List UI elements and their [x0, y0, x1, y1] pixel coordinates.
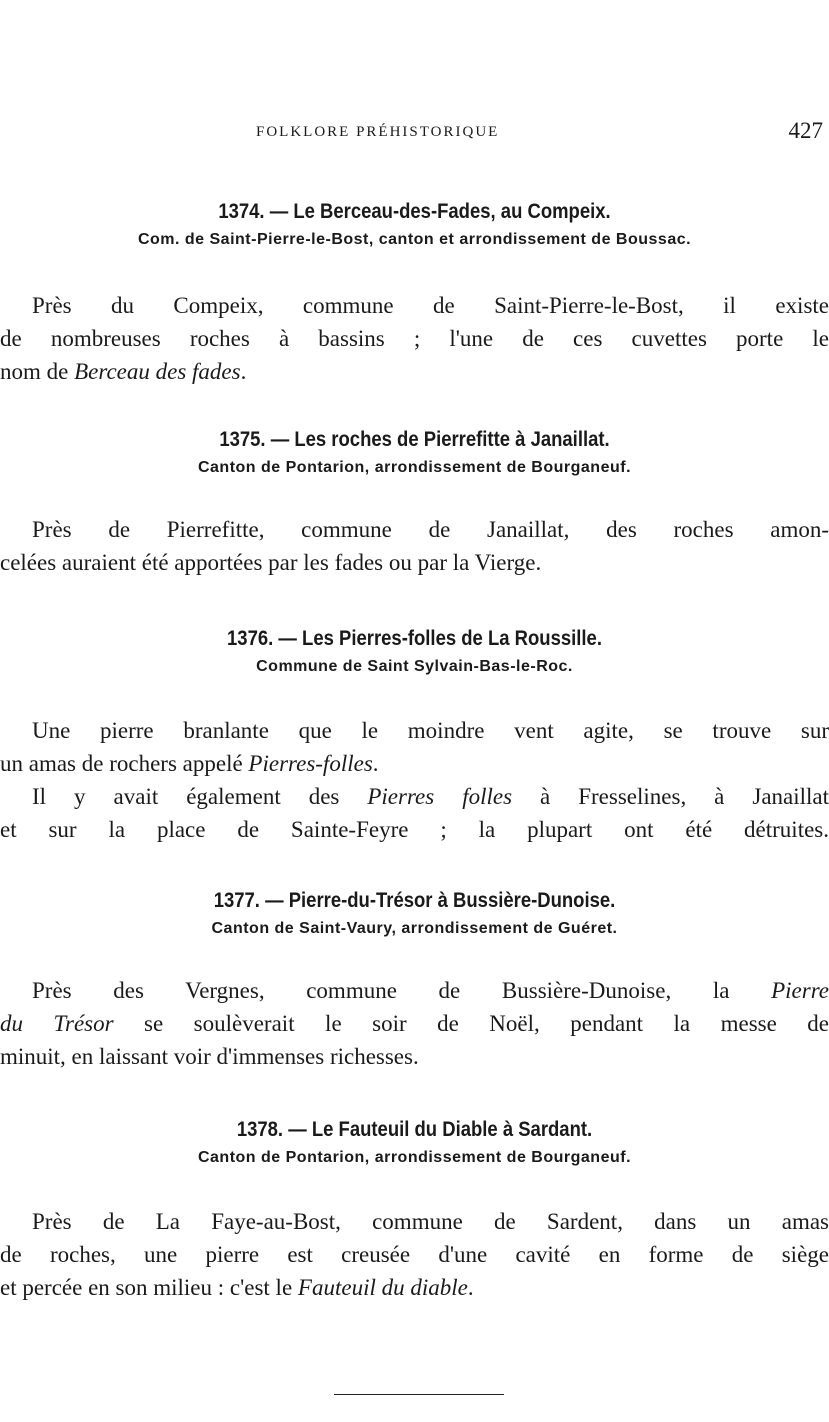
paragraph — [0, 974, 829, 1073]
entry-title — [50, 886, 780, 916]
entry-title — [50, 425, 780, 455]
running-head — [0, 118, 829, 150]
entry-title — [50, 624, 780, 654]
entry-location: Canton de Saint-Vaury, arrondissement de Guéret. — [211, 920, 618, 937]
italic-term: Pierres-folles — [248, 751, 373, 776]
entry-number: 1375. — [219, 428, 266, 451]
text-line — [0, 780, 829, 813]
entry-title — [50, 1115, 780, 1145]
text-run: et percée en son milieu : c'est le — [0, 1275, 298, 1300]
entry-number: 1377. — [213, 889, 260, 912]
italic-term: du Trésor — [0, 1011, 114, 1036]
text-run: se soulèverait le soir de Noël, pendant la messe de — [113, 1011, 829, 1036]
entry-location: Com. de Saint-Pierre-le-Bost, canton et arrondissement de Boussac. — [137, 231, 692, 248]
text-run: Près des Vergnes, commune de Bussière-Dunoise, la — [32, 978, 772, 1003]
text-run: . — [240, 359, 247, 384]
text-line: Une pierre branlante que le moindre vent agite, se trouve sur — [32, 718, 829, 743]
entry-1375 — [0, 425, 829, 579]
text-run: nom de — [0, 359, 75, 384]
text-run: à Fresselines, à Janaillat — [512, 784, 829, 809]
entry-body — [0, 1205, 829, 1304]
entry-heading: — Le Berceau-des-Fades, au Compeix. — [269, 200, 611, 223]
text-run: un amas de rochers appelé — [0, 751, 249, 776]
entry-body — [0, 714, 829, 846]
text-line: Près du Compeix, commune de Saint-Pierre-le-Bost, il existe — [32, 293, 829, 318]
running-title: FOLKLORE PRÉHISTORIQUE — [256, 124, 500, 140]
italic-term: Berceau des fades — [74, 359, 241, 384]
entry-number: 1376. — [227, 627, 274, 650]
entry-heading: — Les roches de Pierrefitte à Janaillat. — [270, 428, 610, 451]
text-line: de nombreuses roches à bassins ; l'une de ces cuvettes porte le — [0, 326, 829, 351]
text-line — [0, 1271, 829, 1304]
entry-title — [50, 197, 780, 227]
text-line — [0, 747, 829, 780]
italic-term: Pierre — [771, 978, 829, 1003]
paragraph — [0, 513, 829, 579]
entry-number: 1374. — [218, 200, 265, 223]
text-line — [0, 974, 829, 1007]
entry-heading: — Le Fauteuil du Diable à Sardant. — [288, 1118, 593, 1141]
footer-rule — [334, 1394, 504, 1395]
entry-location: Canton de Pontarion, arrondissement de Bourganeuf. — [197, 459, 632, 476]
text-line: Près de Pierrefitte, commune de Janaillat, des roches amon- — [32, 517, 829, 542]
entry-body — [0, 289, 829, 388]
paragraph — [0, 780, 829, 846]
entry-location: Canton de Pontarion, arrondissement de Bourganeuf. — [197, 1149, 632, 1166]
text-line: celées auraient été apportées par les fades ou par la Vierge. — [0, 550, 542, 575]
paragraph — [0, 1205, 829, 1304]
text-run: Il y avait également des — [32, 784, 368, 809]
text-line: Près de La Faye-au-Bost, commune de Sardent, dans un amas — [32, 1209, 829, 1234]
italic-term: Fauteuil du diable — [297, 1275, 468, 1300]
entry-heading: — Les Pierres-folles de La Roussille. — [278, 627, 602, 650]
entry-heading: — Pierre-du-Trésor à Bussière-Dunoise. — [265, 889, 616, 912]
text-line: de roches, une pierre est creusée d'une cavité en forme de siège — [0, 1242, 829, 1267]
text-line — [0, 1007, 829, 1040]
text-line — [0, 355, 829, 388]
entry-1378 — [0, 1115, 829, 1304]
entry-1374 — [0, 197, 829, 388]
paragraph — [0, 289, 829, 388]
entry-location: Commune de Saint Sylvain-Bas-le-Roc. — [256, 658, 573, 675]
page-number: 427 — [788, 118, 823, 143]
text-line: minuit, en laissant voir d'immenses richesses. — [0, 1044, 419, 1069]
text-run: . — [467, 1275, 474, 1300]
entry-1376 — [0, 624, 829, 846]
entry-number: 1378. — [236, 1118, 284, 1141]
italic-term: Pierres folles — [367, 784, 513, 809]
text-line: et sur la place de Sainte-Feyre ; la plupart ont été détruites. — [0, 817, 829, 842]
entry-body — [0, 974, 829, 1073]
entry-1377 — [0, 886, 829, 1073]
entry-body — [0, 513, 829, 579]
paragraph — [0, 714, 829, 780]
text-run: . — [372, 751, 379, 776]
